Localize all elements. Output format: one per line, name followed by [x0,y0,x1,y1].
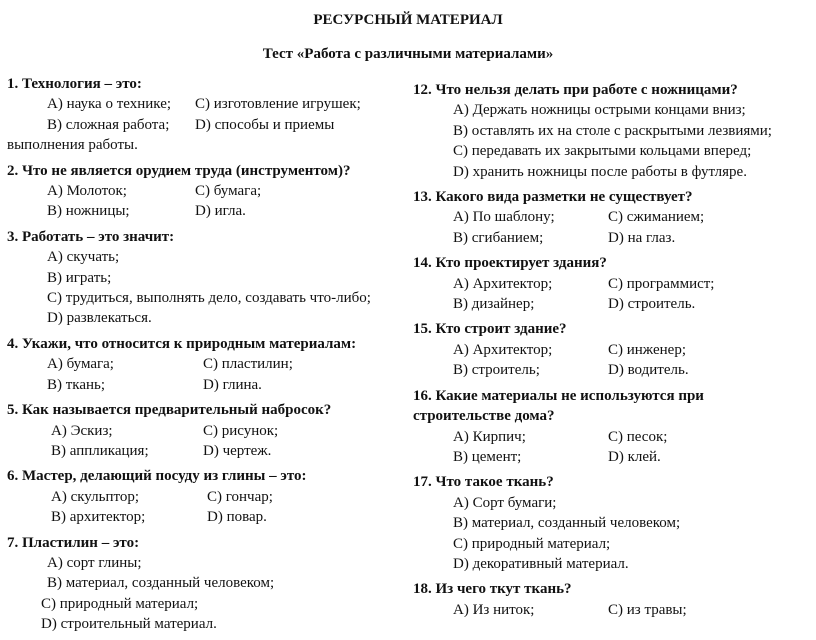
answer-b: В) оставлять их на столе с раскрытыми лезвиями; [453,122,772,139]
answer-a: А) Кирпич; [453,428,526,445]
answer-row [413,228,813,248]
question-7 [7,533,392,635]
answer-a: А) Эскиз; [51,422,113,439]
right-column [413,80,813,625]
answer-c: С) инженер; [608,341,686,358]
question-title: 3. Работать – это значит: [7,228,175,245]
answer-row [7,375,392,395]
answer-b: В) цемент; [453,448,522,465]
answer-row [7,507,392,527]
answer-d: D) водитель. [608,362,689,379]
question-title: 13. Какого вида разметки не существует? [413,189,693,206]
answer-c: С) гончар; [207,488,273,505]
answer-row [413,340,813,360]
answer-row [413,427,813,447]
answer-d: D) строитель. [608,296,696,313]
answer-d: D) на глаз. [608,229,676,246]
question-title: 7. Пластилин – это: [7,534,140,551]
question-6 [7,466,392,527]
answer-d: D) глина. [203,376,262,393]
answer-b: В) ткань; [47,376,106,393]
answer-b: В) дизайнер; [453,296,535,313]
question-title: 4. Укажи, что относится к природным материалам: [7,335,357,352]
answer-a: А) сорт глины; [47,554,142,571]
question-4 [7,334,392,395]
question-title: 14. Кто проектирует здания? [413,255,607,272]
answer-d: D) игла. [195,203,246,220]
question-title: 1. Технология – это: [7,76,142,92]
answer-c: С) трудиться, выполнять дело, создавать что-либо; [47,290,371,307]
question-title: 18. Из чего ткут ткань? [413,581,572,598]
answer-b: В) ножницы; [47,203,130,220]
answer-c: С) бумага; [195,183,262,200]
question-16 [413,386,813,468]
answer-d: D) клей. [608,448,661,465]
answer-b: В) строитель; [453,362,540,379]
answer-c: С) природный материал; [453,535,611,552]
answer-d: D) строительный материал. [41,616,217,633]
answer-b: В) материал, созданный человеком; [47,575,275,592]
answer-a: А) Молоток; [47,183,127,200]
question-12 [413,80,813,182]
answer-row [7,421,392,441]
test-subtitle: Тест «Работа с различными материалами» [262,46,554,62]
answer-a: А) бумага; [47,356,114,373]
left-column [7,74,392,640]
answer-d: D) развлекаться. [47,310,152,327]
answer-a: А) Архитектор; [453,341,553,358]
answer-a: А) Держать ножницы острыми концами вниз; [453,102,746,119]
question-17 [413,472,813,574]
answer-c: С) программист; [608,275,715,292]
answer-row [7,201,392,221]
question-5 [7,400,392,461]
answer-c: С) рисунок; [203,422,279,439]
question-2 [7,161,392,222]
answer-b: В) сложная работа; [47,116,170,133]
answer-c: С) передавать их закрытыми кольцами вперед; [453,143,752,160]
answer-c: С) изготовление игрушек; [195,96,361,113]
answer-d: D) чертеж. [203,442,272,459]
answer-d: D) декоративный материал. [453,555,629,572]
question-13 [413,187,813,248]
answer-b: В) архитектор; [51,509,146,526]
answer-a: А) Архитектор; [453,275,553,292]
answer-row [413,274,813,294]
question-title: 15. Кто строит здание? [413,321,567,338]
question-title: 6. Мастер, делающий посуду из глины – это: [7,468,307,485]
answer-row [413,360,813,380]
answer-d: D) хранить ножницы после работы в футляре. [453,163,747,180]
answer-d: D) повар. [207,509,267,526]
question-1 [7,74,392,156]
answer-c: С) пластилин; [203,356,293,373]
answer-b: В) играть; [47,269,112,286]
question-3 [7,227,392,329]
document-title: РЕСУРСНЫЙ МАТЕРИАЛ [313,12,503,28]
answer-d-continuation: выполнения работы. [7,137,138,154]
answer-c: С) из травы; [608,601,687,618]
answer-c: С) природный материал; [41,595,199,612]
answer-row [7,115,392,135]
answer-d: D) способы и приемы [195,116,335,133]
answer-row [413,207,813,227]
answer-row [7,94,392,114]
answer-row [7,487,392,507]
question-14 [413,253,813,314]
question-title: 17. Что такое ткань? [413,474,554,491]
answer-a: А) Из ниток; [453,601,535,618]
question-18 [413,579,813,620]
answer-b: В) аппликация; [51,442,149,459]
answer-a: А) скучать; [47,249,120,266]
answer-row [413,447,813,467]
answer-b: В) материал, созданный человеком; [453,515,681,532]
question-title-continuation: строительстве дома? [413,408,555,425]
question-title: 12. Что нельзя делать при работе с ножницами? [413,82,738,98]
answer-c: С) сжиманием; [608,209,705,226]
answer-row [413,294,813,314]
answer-row [7,354,392,374]
question-title: 5. Как называется предварительный набросок? [7,402,332,419]
question-title: 2. Что не является орудием труда (инструментом)? [7,162,351,179]
answer-a: А) По шаблону; [453,209,555,226]
answer-c: С) песок; [608,428,668,445]
answer-row [7,441,392,461]
answer-a: А) скульптор; [51,488,140,505]
question-title: 16. Какие материалы не используются при [413,387,704,404]
question-15 [413,319,813,380]
answer-a: А) Сорт бумаги; [453,494,557,511]
answer-a: А) наука о технике; [47,96,172,113]
answer-row [7,181,392,201]
answer-b: В) сгибанием; [453,229,544,246]
